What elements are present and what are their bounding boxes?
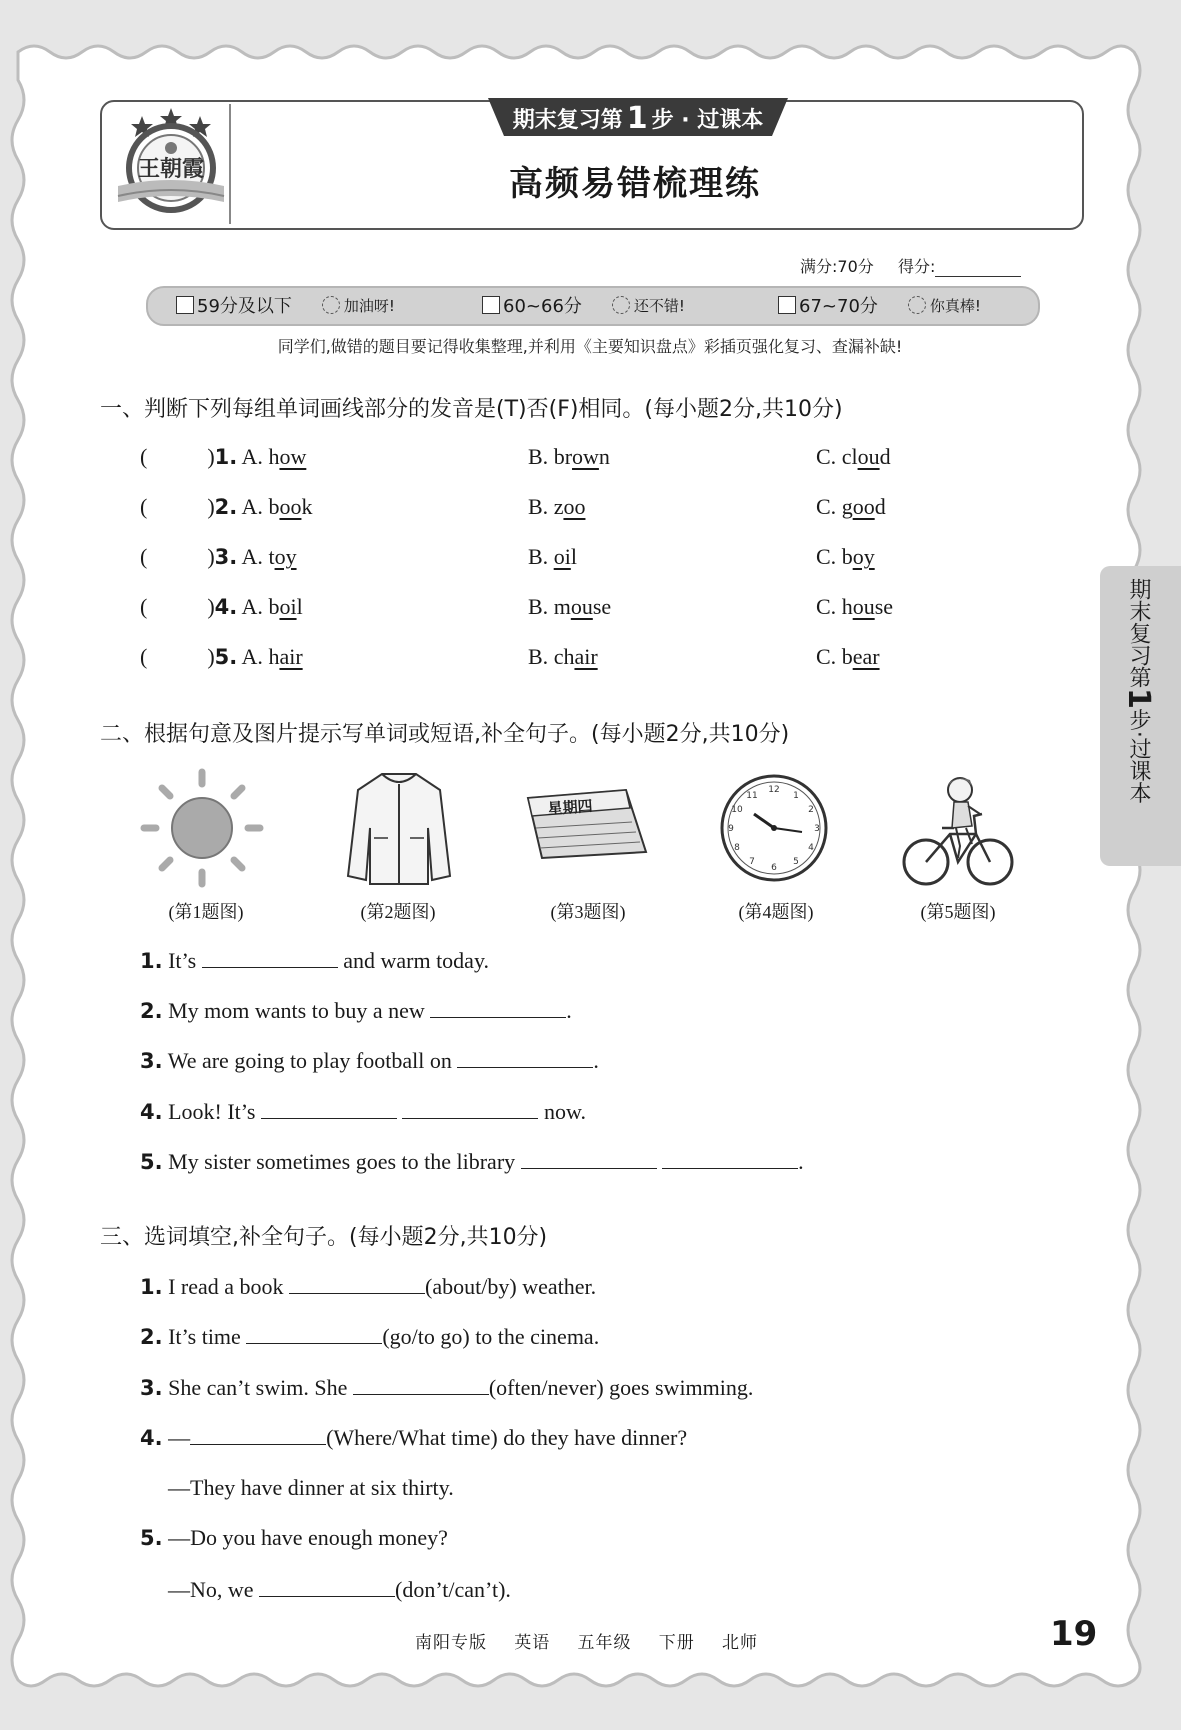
clock-picture: [718, 772, 830, 884]
answer-slot[interactable]: [147, 444, 207, 464]
option-b: B. zoo: [528, 494, 586, 519]
list-item: ( )2. A. book: [140, 494, 313, 519]
list-item: ( )5. A. hair: [140, 644, 303, 669]
answer-blank[interactable]: [202, 947, 338, 968]
sun-picture: [132, 764, 272, 894]
svg-text:6: 6: [771, 863, 777, 873]
calendar-day: 星期四: [547, 796, 594, 818]
list-item: 3. We are going to play football on .: [140, 1048, 599, 1073]
answer-slot[interactable]: [147, 644, 207, 664]
answer-blank[interactable]: [259, 1576, 395, 1597]
option-b: B. chair: [528, 644, 598, 669]
level-item: 60~66分 还不错!: [482, 291, 685, 319]
level-checkbox[interactable]: [778, 296, 796, 314]
level-checkbox[interactable]: [176, 296, 194, 314]
option-c: C. bear: [816, 644, 880, 669]
svg-text:11: 11: [746, 791, 758, 801]
answer-blank[interactable]: [457, 1047, 593, 1068]
option-b: B. brown: [528, 444, 610, 469]
svg-text:12: 12: [768, 785, 780, 795]
footer-text: 南阳专版 英语 五年级 下册 北师: [415, 1633, 758, 1652]
svg-text:2: 2: [808, 805, 814, 815]
option-c: C. house: [816, 594, 894, 619]
page-number: 19: [1050, 1614, 1098, 1654]
list-item: 4. — (Where/What time) do they have dinner?: [140, 1425, 688, 1450]
calendar-picture: [522, 786, 652, 862]
answer-blank[interactable]: [353, 1374, 489, 1395]
list-item: 5. —Do you have enough money?: [140, 1525, 448, 1550]
level-item: 67~70分 你真棒!: [778, 291, 981, 319]
picture-caption: (第1题图): [168, 902, 244, 922]
svg-text:1: 1: [793, 791, 799, 801]
level-item: 59分及以下 加油呀!: [176, 291, 395, 319]
logo-badge: [112, 104, 230, 222]
face-icon: [908, 296, 926, 314]
picture-caption: (第3题图): [550, 902, 626, 922]
face-icon: [612, 296, 630, 314]
got-score-blank[interactable]: [935, 260, 1021, 277]
face-icon: [322, 296, 340, 314]
jacket-picture: [344, 768, 454, 888]
score-row: [800, 254, 1021, 277]
svg-text:5: 5: [793, 857, 799, 867]
svg-text:8: 8: [734, 843, 740, 853]
list-item: 2. My mom wants to buy a new .: [140, 998, 572, 1023]
option-c: C. good: [816, 494, 886, 519]
list-item: ( )3. A. toy: [140, 544, 297, 569]
tab-step: 1: [626, 100, 648, 136]
section1-title: 一、判断下列每组单词画线部分的发音是(T)否(F)相同。(每小题2分,共10分): [100, 397, 843, 422]
list-item: ( )4. A. boil: [140, 594, 303, 619]
list-item: —They have dinner at six thirty.: [168, 1475, 454, 1500]
answer-blank[interactable]: [190, 1424, 326, 1445]
page-title: 高频易错梳理练: [509, 164, 761, 204]
answer-blank[interactable]: [402, 1098, 538, 1119]
answer-blank[interactable]: [521, 1148, 657, 1169]
got-score-label: 得分:: [897, 257, 936, 276]
full-score: 满分:70分: [800, 257, 874, 276]
list-item: 1. It’s and warm today.: [140, 948, 490, 973]
logo-text: 王朝霞: [137, 156, 205, 182]
list-item: —No, we (don’t/can’t).: [168, 1577, 511, 1602]
side-tab-label: 期末复习第1步·过课本: [1121, 578, 1156, 804]
svg-text:3: 3: [814, 824, 820, 834]
option-b: B. oil: [528, 544, 577, 569]
option-c: C. cloud: [816, 444, 891, 469]
picture-caption: (第2题图): [360, 902, 436, 922]
level-checkbox[interactable]: [482, 296, 500, 314]
list-item: 2. It’s time (go/to go) to the cinema.: [140, 1324, 600, 1349]
svg-text:9: 9: [728, 824, 734, 834]
answer-blank[interactable]: [430, 997, 566, 1018]
picture-caption: (第4题图): [738, 902, 814, 922]
answer-slot[interactable]: [147, 544, 207, 564]
answer-blank[interactable]: [289, 1273, 425, 1294]
option-b: B. mouse: [528, 594, 612, 619]
answer-slot[interactable]: [147, 494, 207, 514]
girl-cycling-picture: [898, 770, 1018, 888]
answer-blank[interactable]: [246, 1323, 382, 1344]
list-item: 3. She can’t swim. She (often/never) goes swimming.: [140, 1375, 754, 1400]
list-item: 1. I read a book (about/by) weather.: [140, 1274, 597, 1299]
option-c: C. boy: [816, 544, 875, 569]
answer-blank[interactable]: [261, 1098, 397, 1119]
list-item: 5. My sister sometimes goes to the library .: [140, 1149, 804, 1174]
hint-text: 同学们,做错的题目要记得收集整理,并利用《主要知识盘点》彩插页强化复习、查漏补缺!: [277, 337, 903, 356]
header-tab-label: [488, 100, 788, 136]
tab-prefix: 期末复习第: [512, 107, 623, 133]
svg-text:10: 10: [731, 805, 743, 815]
answer-blank[interactable]: [662, 1148, 798, 1169]
list-item: 4. Look! It’s now.: [140, 1099, 586, 1124]
svg-text:4: 4: [808, 843, 814, 853]
list-item: ( )1. A. how: [140, 444, 307, 469]
answer-slot[interactable]: [147, 594, 207, 614]
section3-title: 三、选词填空,补全句子。(每小题2分,共10分): [100, 1225, 548, 1250]
picture-caption: (第5题图): [920, 902, 996, 922]
tab-suffix: 步 · 过课本: [651, 107, 764, 133]
section2-title: 二、根据句意及图片提示写单词或短语,补全句子。(每小题2分,共10分): [100, 722, 790, 747]
svg-text:7: 7: [749, 857, 755, 867]
